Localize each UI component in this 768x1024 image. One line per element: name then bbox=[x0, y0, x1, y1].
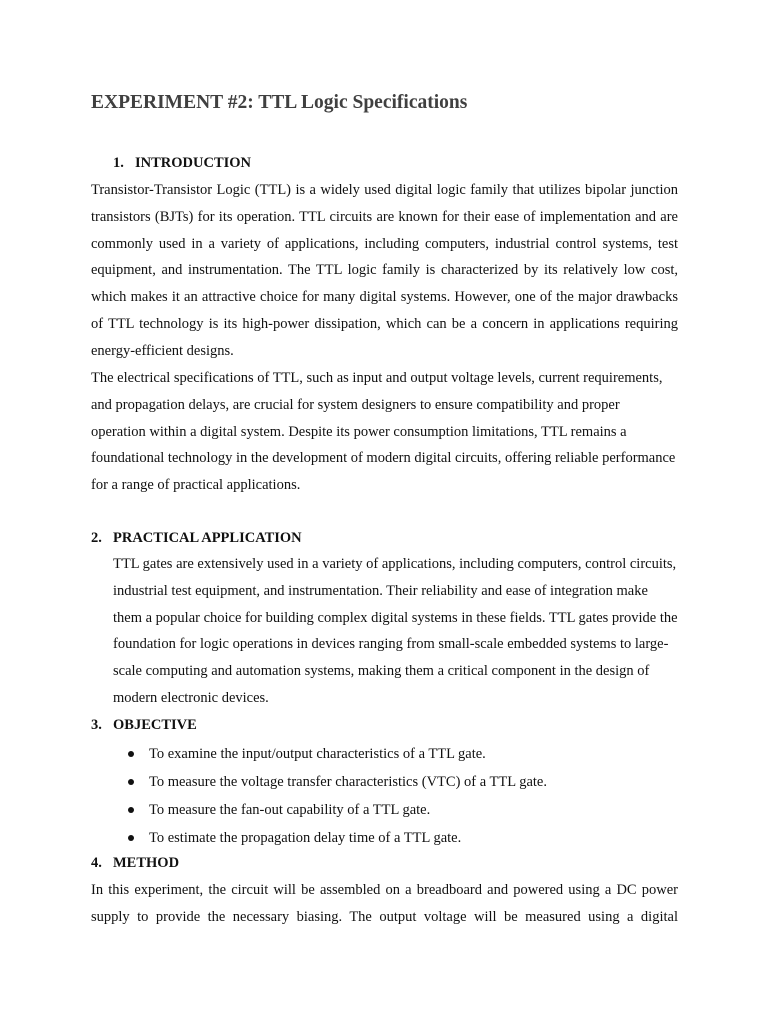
section-number: 1. bbox=[113, 155, 124, 171]
section-number: 3. bbox=[91, 717, 102, 733]
introduction-paragraph-1: Transistor-Transistor Logic (TTL) is a widely used digital logic family that utilizes bipolar junction transistors (BJTs) for its operation. TTL circuits are known for their ease of implementation and are commonly used in a variety of applications, including computers, industrial control systems, test equipment, and instrumentation. The TTL logic family is characterized by its relatively low cost, which makes it an attractive choice for many digital systems. However, one of the major drawbacks of TTL technology is its high-power dissipation, which can be a concern in applications requiring energy-efficient designs. bbox=[91, 182, 678, 359]
section-title: PRACTICAL APPLICATION bbox=[113, 530, 302, 546]
page-title: EXPERIMENT #2: TTL Logic Specifications bbox=[91, 92, 468, 113]
section-title: INTRODUCTION bbox=[135, 155, 252, 171]
bullet-icon bbox=[128, 835, 134, 841]
section-number: 2. bbox=[91, 530, 102, 546]
section-title: OBJECTIVE bbox=[113, 717, 197, 733]
document-page: EXPERIMENT #2: TTL Logic Specifications 1. INTRODUCTION Transistor-Transistor Logic (TTL) is a widely used digital logic family that utilizes bipolar junction transistors (BJTs) for its operation. TTL circuits are known for their ease of implementation and are commonly used in a variety of applications, including computers, industrial control systems, test equipment, and instrumentation. The TTL logic family is characterized by its relatively low cost, which makes it an attractive choice for many digital systems. However, one of the major drawbacks of TTL technology is its high-power dissipation, which can be a concern in applications requiring energy-efficient designs. The electrical specifications of TTL, such as input and output voltage levels, current requirements, and propagation delays, are crucial for system designers to ensure compatibility and proper operation within a digital system. Despite its power consumption limitations, TTL remains a foundational technology in the development of modern digital circuits, offering reliable performance for a range of practical applications. 2. PRACTICAL APPLICATION TTL gates are extensively used in a variety of applications, including computers, control circuits, industrial test equipment, and instrumentation. Their reliability and ease of integration make them a popular choice for building complex digital systems in these fields. TTL gates provide the foundation for logic operations in devices ranging from small-scale embedded systems to large-scale computing and automation systems, making them a critical component in the design of modern electronic devices. 3. OBJECTIVE To examine the input/output characteristics of a TTL gate. To measure the voltage transfer characteristics (VTC) of a TTL gate. To measure the fan-out capability of a TTL gate. To estimate the propagation delay time of a TTL gate. 4. METHOD In this experiment, the circuit will be assembled on a breadboard and powered using a DC power supply to provide the necessary biasing. The output voltage will be measured using a digital bbox=[0, 0, 768, 1024]
section-heading-practical-application bbox=[91, 530, 302, 547]
section-heading-introduction bbox=[113, 155, 251, 172]
section-heading-method bbox=[91, 855, 179, 872]
introduction-paragraph-2: The electrical specifications of TTL, such as input and output voltage levels, current requirements, and propagation delays, are crucial for system designers to ensure compatibility and proper operation within a digital system. Despite its power consumption limitations, TTL remains a foundational technology in the development of modern digital circuits, offering reliable performance for a range of practical applications. bbox=[91, 370, 676, 494]
section-title: METHOD bbox=[113, 855, 180, 871]
bullet-icon bbox=[128, 807, 134, 813]
practical-application-paragraph: TTL gates are extensively used in a variety of applications, including computers, control circuits, industrial test equipment, and instrumentation. Their reliability and ease of integration make them a popular choice for building complex digital systems in these fields. TTL gates provide the foundation for logic operations in devices ranging from small-scale embedded systems to large-scale computing and automation systems, making them a critical component in the design of modern electronic devices. bbox=[113, 556, 678, 706]
bullet-icon bbox=[128, 751, 134, 757]
section-number: 4. bbox=[91, 855, 102, 871]
method-paragraph: In this experiment, the circuit will be assembled on a breadboard and powered using a DC power supply to provide the necessary biasing. The output voltage will be measured using a digital bbox=[91, 882, 678, 925]
section-heading-objective bbox=[91, 717, 197, 734]
bullet-icon bbox=[128, 779, 134, 785]
